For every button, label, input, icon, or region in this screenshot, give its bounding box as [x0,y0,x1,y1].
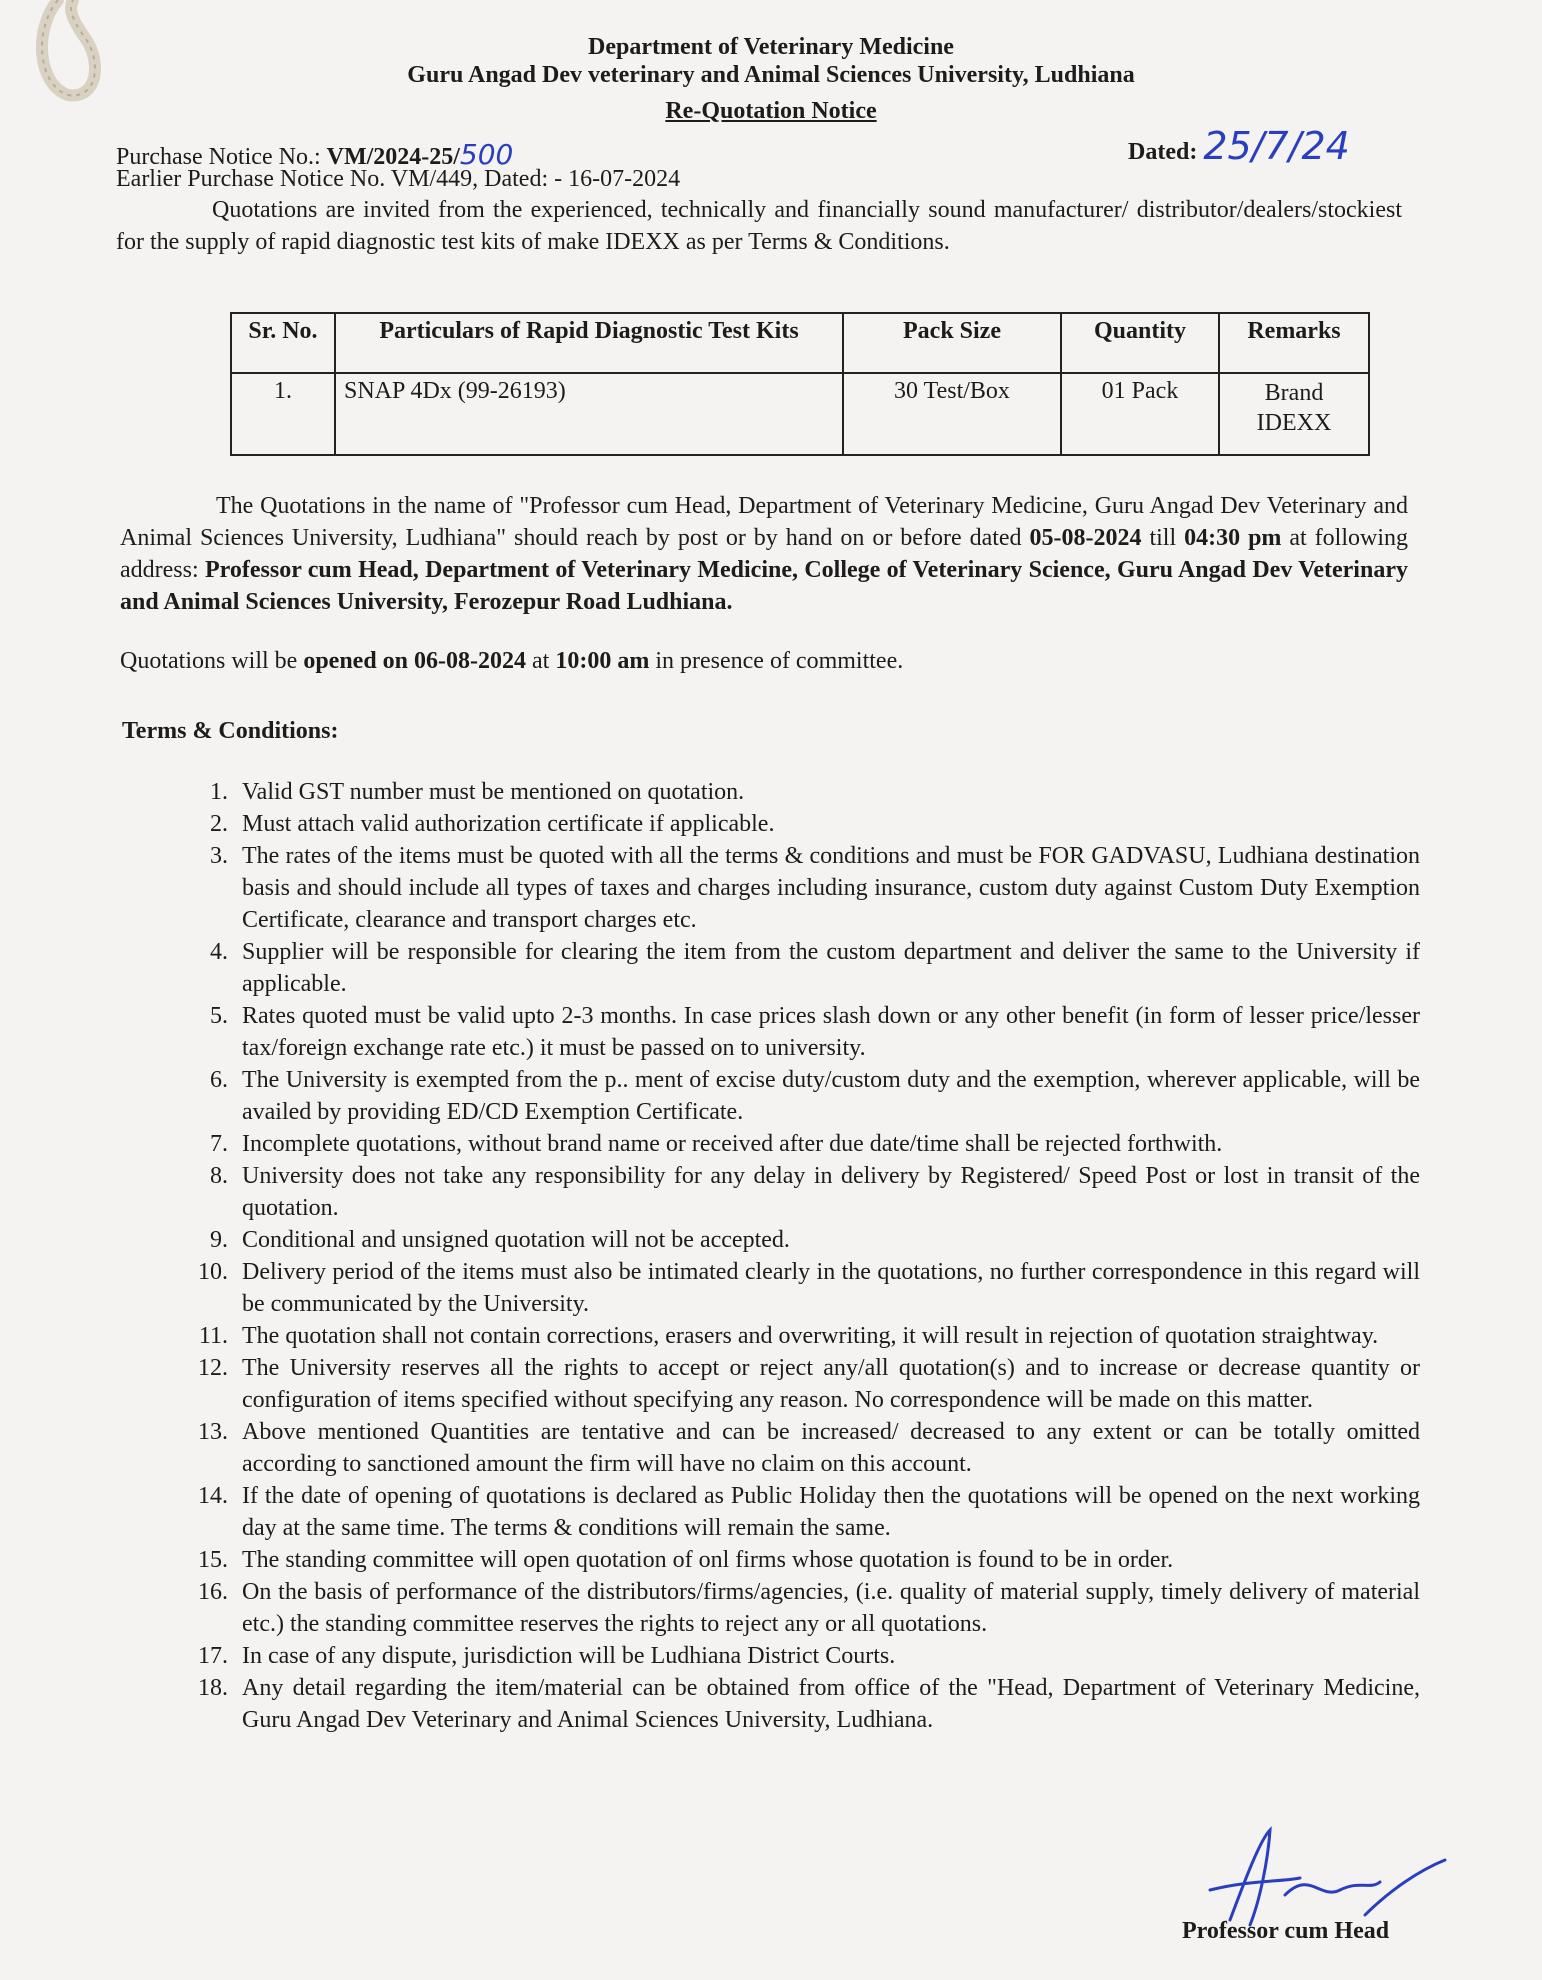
term-item [170,840,1420,936]
term-item [170,1352,1420,1416]
notice-title: Re-Quotation Notice [665,98,877,124]
kits-table [230,312,1370,456]
term-number: 12. [198,1355,228,1381]
term-number: 9. [210,1227,228,1253]
term-item [170,776,1420,808]
term-text: The quotation shall not contain corrections, erasers and overwriting, it will result in rejection of quotation straightway. [242,1323,1379,1349]
term-item [170,1160,1420,1224]
remarks-cell: Brand IDEXX [1219,373,1369,455]
term-number: 18. [198,1675,228,1701]
term-text: Valid GST number must be mentioned on quotation. [242,779,745,805]
term-number: 11. [198,1323,228,1349]
term-number: 13. [198,1419,228,1445]
submission-address: Professor cum Head, Department of Veterinary Medicine, College of Veterinary Science, Guru Angad Dev Veterinary and Animal Sciences University, Ferozepur Road Ludhiana. [120,557,1408,615]
term-number: 17. [198,1643,228,1669]
term-item [170,1000,1420,1064]
purchase-notice-label: Purchase Notice No.: [116,144,327,170]
term-item [170,1064,1420,1128]
term-number: 16. [198,1579,228,1605]
term-number: 3. [210,843,228,869]
submission-paragraph [120,490,1408,618]
term-text: Must attach valid authorization certificate if applicable. [242,811,775,837]
term-text: Delivery period of the items must also be intimated clearly in the quotations, no further correspondence in this regard will be communicated by the University. [242,1259,1420,1317]
notice-title-row [0,98,1542,125]
opening-text: Quotations will be [120,648,304,674]
term-text: Any detail regarding the item/material can be obtained from office of the "Head, Department of Veterinary Medicine, Guru Angad Dev Veterinary and Animal Sciences University, Ludhiana. [242,1675,1420,1733]
term-text: Incomplete quotations, without brand name or received after due date/time shall be rejected forthwith. [242,1131,1223,1157]
term-item [170,1320,1420,1352]
term-item [170,1224,1420,1256]
term-item [170,936,1420,1000]
term-text: Rates quoted must be valid upto 2-3 months. In case prices slash down or any other benefit (in form of lesser price/lesser tax/foreign exchange rate etc.) it must be passed on to university. [242,1003,1420,1061]
term-text: The standing committee will open quotation of onl firms whose quotation is found to be in order. [242,1547,1174,1573]
term-number: 4. [210,939,228,965]
particulars-cell: SNAP 4Dx (99-26193) [335,373,843,455]
term-text: Conditional and unsigned quotation will not be accepted. [242,1227,790,1253]
intro-paragraph: Quotations are invited from the experienced, technically and financially sound manufacturer/ distributor/dealers/stockiest for the supply of rapid diagnostic test kits of make IDEXX as per Terms & Conditions. [116,197,1402,255]
term-number: 6. [210,1067,228,1093]
term-number: 10. [198,1259,228,1285]
department-heading: Department of Veterinary Medicine [588,34,954,60]
opening-text: in presence of committee. [649,648,904,674]
term-text: The rates of the items must be quoted with all the terms & conditions and must be FOR GADVASU, Ludhiana destination basis and should include all types of taxes and charges including insurance, custom duty against Custom Duty Exemption Certificate, clearance and transport charges etc. [242,843,1420,933]
opening-line [120,648,903,675]
purchase-notice-number: VM/2024-25/ [326,144,460,170]
terms-list [170,776,1420,1736]
term-item [170,1480,1420,1544]
table-header-cell: Remarks [1219,313,1369,373]
term-text: On the basis of performance of the distributors/firms/agencies, (i.e. quality of material supply, timely delivery of material etc.) the standing committee reserves the rights to reject any or all quotations. [242,1579,1420,1637]
purchase-notice-handwritten: 500 [459,138,514,171]
term-number: 7. [210,1131,228,1157]
deadline-time: 04:30 pm [1184,525,1282,551]
term-text: The University reserves all the rights to accept or reject any/all quotation(s) and to increase or decrease quantity or configuration of items specified without specifying any reason. No correspondence will be made on this matter. [242,1355,1420,1413]
term-item [170,1544,1420,1576]
term-text: University does not take any responsibility for any delay in delivery by Registered/ Speed Post or lost in transit of the quotation. [242,1163,1420,1221]
earlier-notice-line: Earlier Purchase Notice No. VM/449, Dated: - 16-07-2024 [116,166,681,192]
deadline-date: 05-08-2024 [1029,525,1142,551]
table-header-row [231,313,1369,373]
term-text: Supplier will be responsible for clearing the item from the custom department and deliver the same to the University if applicable. [242,939,1420,997]
term-number: 5. [210,1003,228,1029]
signature-scribble [1190,1820,1450,1930]
terms-heading: Terms & Conditions: [122,718,339,744]
opening-time: 10:00 am [555,648,650,674]
term-number: 14. [198,1483,228,1509]
signature-title: Professor cum Head [1182,1918,1390,1944]
pack-size-cell: 30 Test/Box [843,373,1061,455]
term-item [170,1576,1420,1640]
term-text: The University is exempted from the p.. ment of excise duty/custom duty and the exemption, wherever applicable, will be availed by providing ED/CD Exemption Certificate. [242,1067,1420,1125]
term-item [170,1640,1420,1672]
term-item [170,1128,1420,1160]
dated-label: Dated: [1128,139,1204,165]
term-number: 1. [210,779,228,805]
term-number: 15. [198,1547,228,1573]
term-item [170,1416,1420,1480]
submission-text: till [1141,525,1185,551]
table-header-cell: Pack Size [843,313,1061,373]
term-text: If the date of opening of quotations is declared as Public Holiday then the quotations will be opened on the next working day at the same time. The terms & conditions will remain the same. [242,1483,1420,1541]
term-number: 2. [210,811,228,837]
opening-text: at [526,648,556,674]
table-header-cell: Quantity [1061,313,1219,373]
submission-text: at following address: [120,525,1409,583]
submission-text: The Quotations in the name of "Professor cum Head, Department of Veterinary Medicine, Guru Angad Dev Veterinary and Animal Sciences University, Ludhiana" should reach by post or by hand on or before dated [120,493,1408,551]
term-item [170,808,1420,840]
quantity-cell: 01 Pack [1061,373,1219,455]
table-row [231,373,1369,455]
opening-date: opened on 06-08-2024 [303,648,527,674]
dated-handwritten: 25/7/24 [1203,124,1350,168]
sr-no-cell: 1. [231,373,335,455]
table-header-cell: Particulars of Rapid Diagnostic Test Kits [335,313,843,373]
dated-line [1128,124,1350,168]
term-text: In case of any dispute, jurisdiction will be Ludhiana District Courts. [242,1643,896,1669]
term-text: Above mentioned Quantities are tentative and can be increased/ decreased to any extent or can be totally omitted according to sanctioned amount the firm will have no claim on this account. [242,1419,1420,1477]
term-item [170,1672,1420,1736]
term-number: 8. [210,1163,228,1189]
university-heading: Guru Angad Dev veterinary and Animal Sciences University, Ludhiana [407,62,1135,88]
table-header-cell: Sr. No. [231,313,335,373]
term-item [170,1256,1420,1320]
